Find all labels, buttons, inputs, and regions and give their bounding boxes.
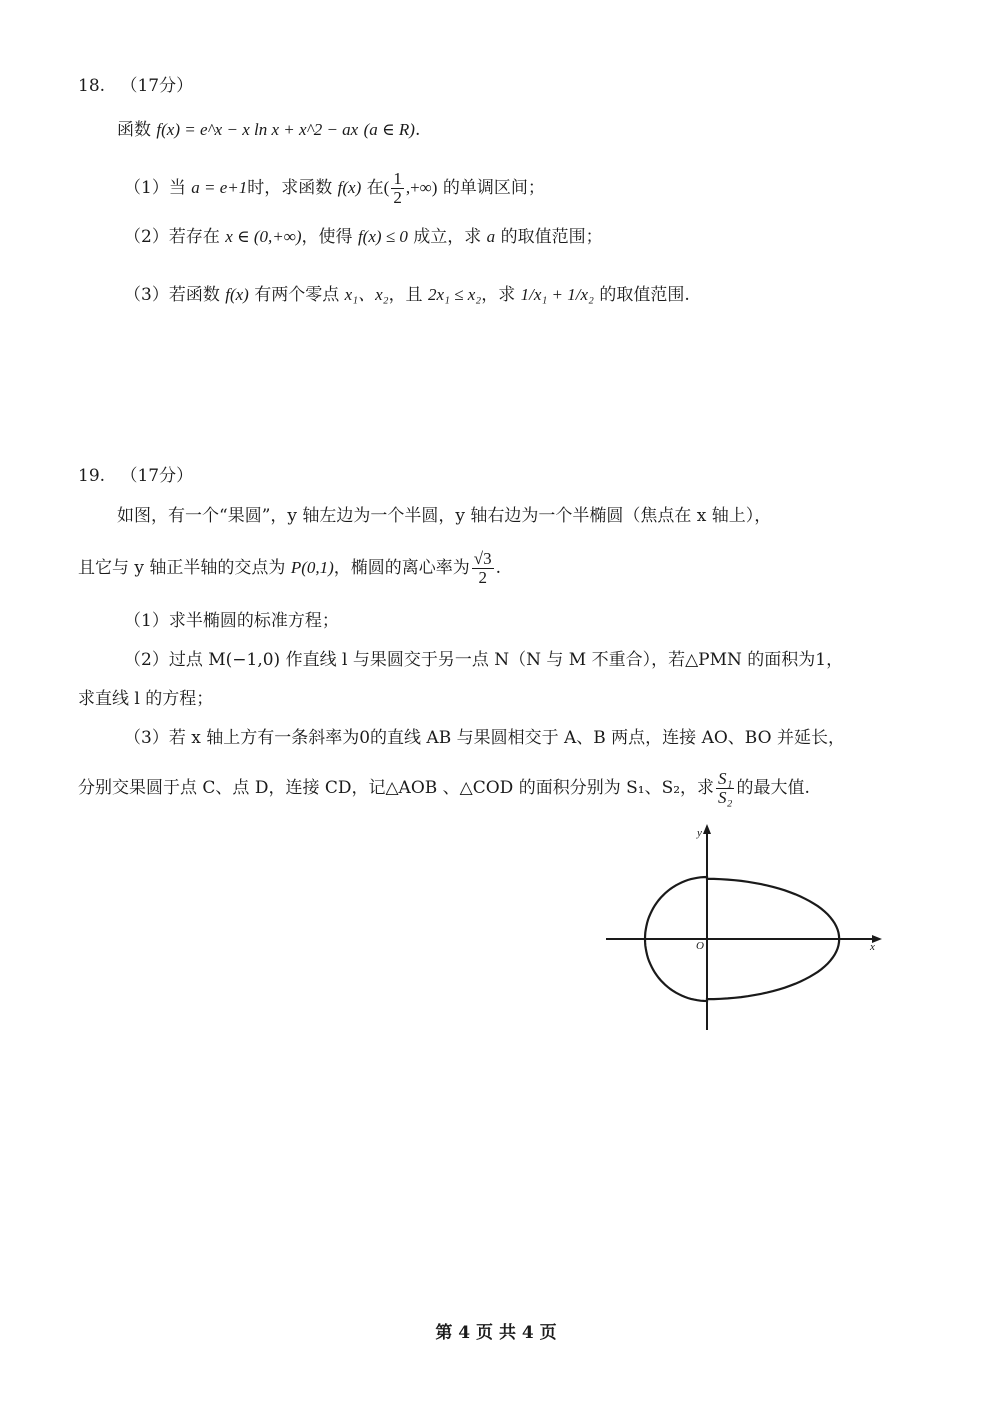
q18-p2-a: a	[486, 227, 496, 246]
q18-intro-end: .	[414, 120, 421, 140]
q19-ecc-den: 2	[478, 568, 487, 587]
q18-p1-interval-rest: ,+∞)	[405, 178, 438, 197]
q19-point-p: P(0,1)	[290, 558, 334, 577]
x-axis-label: x	[870, 941, 875, 953]
q18-p2-ineq: f(x) ≤ 0	[357, 227, 408, 246]
q18-p3-t5: 的取值范围.	[599, 285, 690, 305]
q18-p2-tag: （2）	[124, 227, 169, 247]
q18-header	[78, 74, 193, 98]
q18-part1: （1）当 a = e+1时，求函数 f(x) 在( $\frac{1}{2}$ ,+∞) 的单调区间；	[124, 169, 545, 207]
q18-p1-half	[391, 170, 404, 207]
q19-intro-line1: 如图，有一个“果圆”，y 轴左边为一个半圆，y 轴右边为一个半椭圆（焦点在 x 轴上），	[117, 506, 772, 526]
q18-p3-ineq: 2x₁ ≤ x₂	[427, 285, 482, 304]
q18-p3-t2: 有两个零点	[254, 285, 340, 305]
q19-ecc-num: √3	[473, 549, 492, 568]
q19-number: 19.	[78, 466, 106, 486]
q19-part1: （1）求半椭圆的标准方程；	[124, 611, 339, 631]
q18-p2-t4: 的取值范围；	[500, 227, 603, 247]
q18-function: f(x) = e^x − x ln x + x^2 − ax	[156, 120, 359, 139]
q18-p2-t1: 若存在	[168, 227, 220, 247]
q19-intro-line2-a: 且它与 y 轴正半轴的交点为	[78, 558, 286, 578]
q19-p3-line2-b: 的最大值.	[736, 778, 810, 798]
q18-p3-t4: ，求	[481, 285, 516, 305]
q18-p3-zeros: x₁、x₂	[344, 285, 389, 304]
q19-part2-line2: 求直线 l 的方程；	[78, 689, 214, 709]
q18-p1-cond: a = e+1	[191, 178, 248, 197]
q18-p3-tag: （3）	[124, 285, 169, 305]
fruit-circle-figure	[600, 822, 890, 1037]
q19-intro-line2-end: .	[495, 558, 502, 578]
q18-intro-label: 函数	[117, 120, 151, 140]
q18-intro	[117, 118, 420, 142]
q18-p2-t3: 成立，求	[413, 227, 482, 247]
q18-p3-t3: ，且	[388, 285, 423, 305]
q18-p1-t3: 在	[366, 178, 384, 198]
y-axis-arrow	[703, 824, 711, 834]
q19-part3-line2	[78, 770, 810, 807]
q18-part2	[124, 225, 603, 249]
q19-ratio-num: S₁	[718, 769, 733, 788]
q19-points: （17分）	[120, 466, 194, 486]
q19-ratio-den: S₂	[718, 788, 733, 807]
q19-ratio	[716, 770, 734, 807]
q19-part2-line1: （2）过点 M(−1,0) 作直线 l 与果圆交于另一点 N（N 与 M 不重合），若△PMN 的面积为1，	[124, 650, 844, 670]
q18-p1-t2: 时，求函数	[247, 178, 333, 198]
q18-p1-t4: 的单调区间；	[442, 178, 545, 198]
page-footer: 第 4 页 共 4 页	[435, 1323, 557, 1343]
q19-p3-line2-a: 分别交果圆于点 C、点 D，连接 CD，记△AOB 、△COD 的面积分别为 S₁、S₂，求	[78, 778, 715, 798]
q19-eccentricity	[472, 550, 494, 587]
q18-p3-t1: 若函数	[168, 285, 220, 305]
y-axis-label: y	[697, 827, 702, 839]
q18-condition: (a ∈ R)	[363, 120, 415, 139]
q18-part3	[124, 277, 690, 313]
q18-p2-cond: x ∈ (0,+∞)	[225, 227, 302, 246]
q18-p3-fx: f(x)	[225, 285, 249, 304]
q18-points: （17分）	[120, 76, 194, 96]
q19-intro-line2	[78, 550, 501, 587]
q18-p1-t1: 当	[168, 178, 186, 198]
q18-p1-fx: f(x)	[337, 178, 362, 197]
q18-p1-half-num: 1	[393, 169, 402, 188]
origin-label: O	[696, 940, 704, 952]
q18-number: 18.	[78, 76, 106, 96]
q19-intro-line2-b: ，椭圆的离心率为	[333, 558, 470, 578]
q19-part3-line1: （3）若 x 轴上方有一条斜率为0的直线 AB 与果圆相交于 A、B 两点，连接 AO、BO 并延长，	[124, 728, 845, 748]
q19-header	[78, 464, 193, 488]
q18-p1-tag: （1）	[124, 178, 169, 198]
q18-p1-half-den: 2	[393, 188, 402, 207]
q18-p2-t2: ，使得	[301, 227, 353, 247]
q18-p3-expr: 1/x₁ + 1/x₂	[520, 285, 594, 304]
